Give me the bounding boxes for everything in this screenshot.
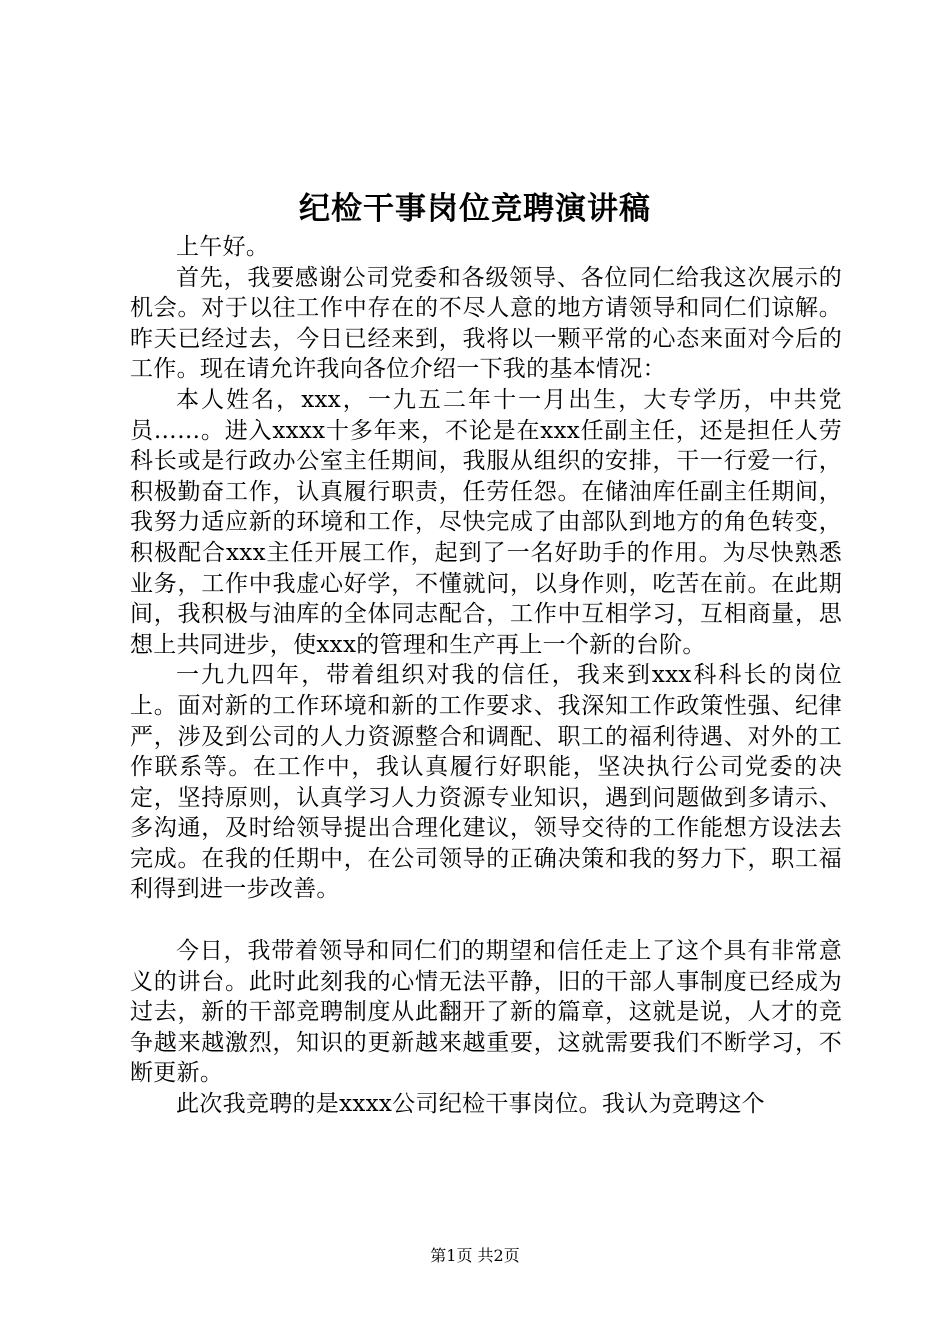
paragraph-thanks: 首先，我要感谢公司党委和各级领导、各位同仁给我这次展示的机会。对于以往工作中存在的不尽人意的地方请领导和同仁们谅解。昨天已经过去，今日已经来到，我将以一颗平常的心态来面对今后的工作。现在请允许我向各位介绍一下我的基本情况： bbox=[130, 264, 842, 383]
page-number: 第1页 共2页 bbox=[430, 1246, 520, 1265]
paragraph-background: 本人姓名，xxx，一九五二年十一月出生，大专学历，中共党员……。进入xxxx十多年来，不论是在xxx任副主任，还是担任人劳科长或是行政办公室主任期间，我服从组织的安排，干一行爱一行，积极勤奋工作，认真履行职责，任劳任怨。在储油库任副主任期间，我努力适应新的环境和工作，尽快完成了由部队到地方的角色转变，积极配合xxx主任开展工作，起到了一名好助手的作用。为尽快熟悉业务，工作中我虚心好学，不懂就问，以身作则，吃苦在前。在此期间，我积极与油库的全体同志配合，工作中互相学习，互相商量，思想上共同进步，使xxx的管理和生产再上一个新的台阶。 bbox=[130, 386, 842, 658]
paragraph-position: 此次我竞聘的是xxxx公司纪检干事岗位。我认为竞聘这个 bbox=[176, 1091, 765, 1118]
document-title: 纪检干事岗位竞聘演讲稿 bbox=[299, 191, 651, 227]
paragraph-1994-role: 一九九四年，带着组织对我的信任，我来到xxx科科长的岗位上。面对新的工作环境和新的工作要求、我深知工作政策性强、纪律严，涉及到公司的人力资源整合和调配、职工的福利待遇、对外的工作联系等。在工作中，我认真履行好职能，坚决执行公司党委的决定，坚持原则，认真学习人力资源专业知识，遇到问题做到多请示、多沟通，及时给领导提出合理化建议，领导交待的工作能想方设法去完成。在我的任期中，在公司领导的正确决策和我的努力下，职工福利得到进一步改善。 bbox=[130, 662, 842, 903]
paragraph-today: 今日，我带着领导和同仁们的期望和信任走上了这个具有非常意义的讲台。此时此刻我的心情无法平静，旧的干部人事制度已经成为过去，新的干部竞聘制度从此翻开了新的篇章，这就是说，人才的竞争越来越激烈，知识的更新越来越重要，这就需要我们不断学习，不断更新。 bbox=[130, 938, 842, 1087]
document-body bbox=[130, 232, 842, 1120]
paragraph-greeting: 上午好。 bbox=[176, 234, 270, 260]
